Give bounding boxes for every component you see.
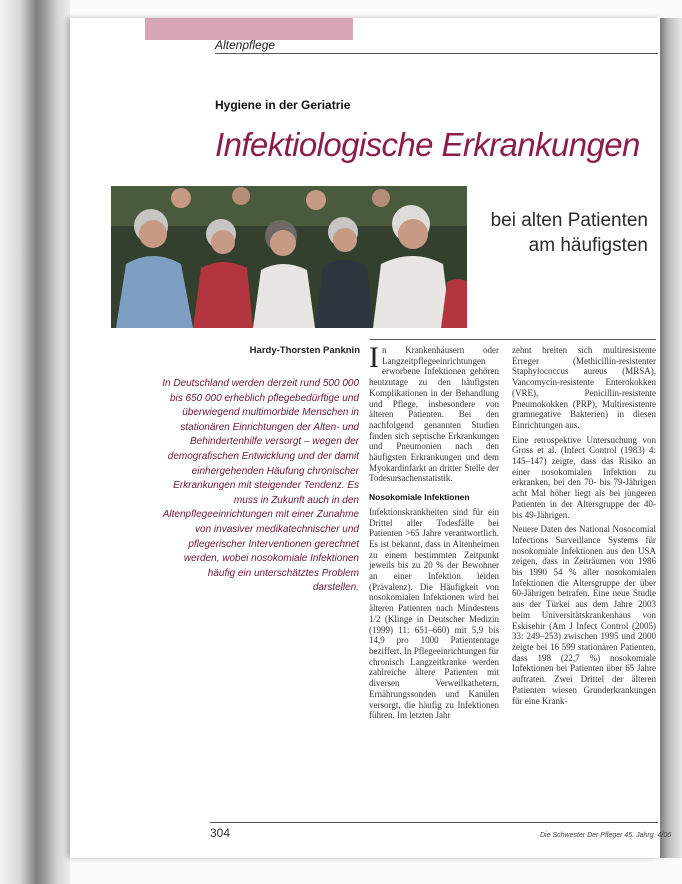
photo-illustration [111,186,467,328]
footer-source: Die Schwester Der Pfleger 45. Jahrg. 4/06 [540,832,672,839]
body-paragraph: Eine retrospektive Untersuchung von Gross et al. (Infect Control (1983) 4: 145–147) zeigte, dass das Risiko an einer nosokomialen Infektion zu erkranken, bei den 70- bis 79-Jährigen acht Mal höher liegt als bei jüngeren Patienten in der Altersgruppe der 40- bis 49-Jährigen. [512,434,656,520]
section-rule [215,53,658,54]
footer-rule [210,822,658,823]
subheadline-line-1: bei alten Patienten [490,210,648,231]
headline: Infektiologische Erkrankungen [215,126,640,163]
subheadline-line-2: am häufigsten [528,235,648,256]
intro-paragraph: In Deutschland werden derzeit rund 500 000 bis 650 000 erheblich pflegebedürftige und überwiegend multimorbide Menschen in stationären Einrichtungen der Alten- und Behindertenhilfe versorgt – wegen der demografischen Entwicklung und der damit einhergehenden Häufung chronischer Erkrankungen mit steigender Tendenz. Es muss in Zukunft auch in den Altenpflegeeinrichtungen mit einer Zunahme von invasiver medikatechnischer und pflegerischer Interventionen gerechnet werden, wobei nosokomiale Infektionen häufig ein unterschätztes Problem darstellen. [162,378,359,594]
book-spine-shadow [0,0,70,884]
body-column-2 [512,345,656,706]
subheadline [470,208,648,258]
drop-cap: I [369,341,379,374]
photo-elderly-audience [111,186,467,328]
page-edge-shadow [660,18,682,858]
body-text: n Krankenhäusern oder Langzeitpflegeeinrichtungen erworbene Infektionen gehören heutzutage zu den häufigsten Komplikationen in der Behandlung und Pflege, insbesondere von älteren Patienten. Bei den nachfolgend genannten Studien finden sich septische Erkrankungen und Pneumonien nach den häufigsten Erkrankungen und dem Myokardinfarkt an dritter Stelle der Todesursachenstatistik. [369,345,499,484]
body-column-1 [369,341,499,721]
body-paragraph: Neuere Daten des National Nosocomial Infections Surveillance Systems für nosokomiale Infektionen aus den USA zeigen, dass in Zeiträumen von 1986 bis 1990 54 % aller nosokomialen Infektionen die Altersgruppe der über 60-Jährigen betrafen. Eine neue Studie aus der Türkei aus dem Jahre 2003 beim Universitätskrankenhaus von Eskisehir (Am J Infect Control (2005) 33: 249–253) zwischen 1995 und 2000 zeigte bei 16 599 stationären Patienten, dass 198 (22,7 %) nosokomiale Infektionen bei Patienten über 65 Jahre auftraten. Zwei Drittel der älteren Patienten wiesen Grunderkrankungen für eine Krank- [512,524,656,706]
section-heading: Nosokomiale Infektionen [369,492,470,503]
section-tab [145,18,353,40]
body-rule [370,339,656,340]
kicker: Hygiene in der Geriatrie [215,98,351,112]
author-byline: Hardy-Thorsten Panknin [249,345,360,356]
body-paragraph: zehnt breiten sich multiresistente Erreger (Methicillin-resistenter Staphylococcus aureus (MRSA), Vancomycin-resistente Enterokokken (VRE), Penicillin-resistente Pneumokokken (PRP), Multiresistente gramnegative Bakterien) in diesen Einrichtungen aus. [512,345,656,430]
body-paragraph [369,341,499,484]
section-label: Altenpflege [215,38,276,52]
body-paragraph: Infektionskrankheiten sind für ein Drittel aller Todesfälle bei Patienten >65 Jahre verantwortlich. Es ist bekannt, dass in Altenheimen zu einem bestimmten Zeitpunkt jeweils bis zu 20 % der Bewohner an einer Infektion leiden (Prävalenz). Die Häufigkeit von nosokomialen Infektionen wird bei älteren Patienten nach Mindestens 1/2 (Klinge in Deutscher Medizin (1999) 11: 651–660) mit 5,9 bis 14,9 pro 1000 Patiententage beziffert. In Pflegeeinrichtungen für chronisch Langzeitkranke werden zahlreiche ältere Patienten mit diversen Verweilkathetern, Ernährungssonden und Kanülen versorgt, die häufig zu Infektionen führen. Im letzten Jahr [369,506,499,721]
page-number: 304 [210,826,231,840]
